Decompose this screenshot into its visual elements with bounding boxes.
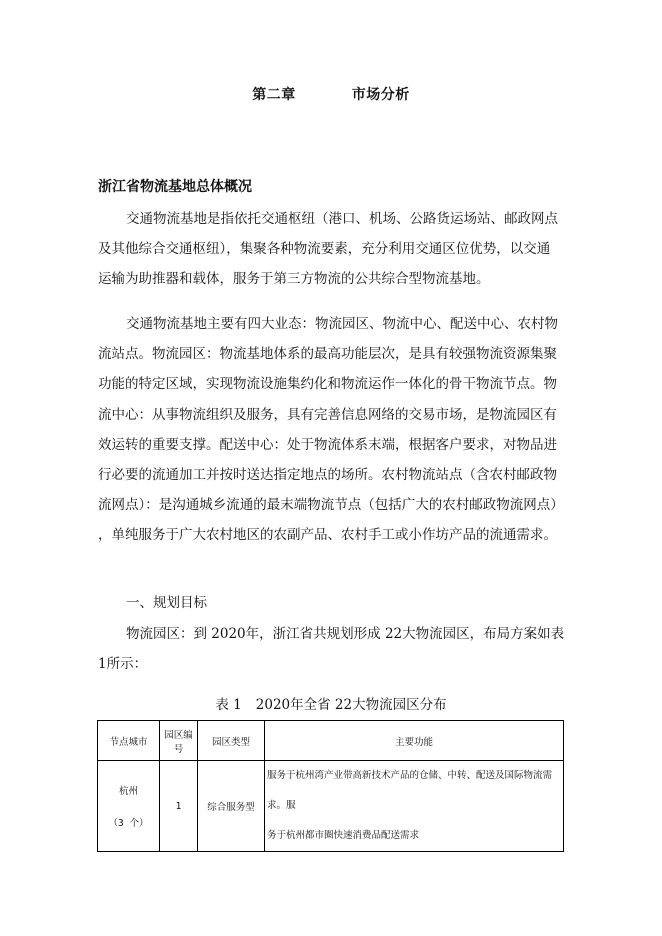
- city-park-count: （3 个）: [108, 818, 149, 829]
- paragraph-line: 行必要的流通加工并按时送达指定地点的场所。农村物流站点（含农村邮政物: [98, 467, 557, 484]
- table-header-cell: 园区类型: [198, 721, 265, 761]
- paragraph-line: 1所示：: [98, 656, 148, 673]
- table-caption-label: 表 1: [215, 697, 242, 713]
- table-cell-park-type: 综合服务型: [198, 761, 265, 852]
- table-cell-function: [265, 761, 564, 852]
- paragraph-line: 效运转的重要支撑。配送中心：处于物流体系末端，根据客户要求，对物品进: [98, 436, 557, 453]
- function-line: 务于杭州都市圈快速消费品配送需求: [267, 830, 420, 841]
- chapter-title: [0, 84, 662, 104]
- paragraph-line: 物流园区：到 2020年，浙江省共规划形成 22大物流园区，布局方案如表: [126, 626, 565, 642]
- table-caption-text: 2020年全省 22大物流园区分布: [255, 697, 447, 713]
- table-cell-park-id: 1: [160, 761, 198, 852]
- paragraph-line: ，单纯服务于广大农村地区的农副产品、农村手工或小作坊产品的流通需求。: [98, 527, 557, 544]
- table-header-cell: 园区编号: [160, 721, 198, 761]
- table-caption: [0, 693, 662, 713]
- chapter-number: 第二章: [252, 87, 296, 103]
- paragraph-business-types: [98, 309, 562, 551]
- paragraph-line: 功能的特定区域，实现物流设施集约化和物流运作一体化的骨干物流节点。物: [98, 376, 557, 393]
- paragraph-line: 运输为助推器和载体，服务于第三方物流的公共综合型物流基地。: [98, 271, 490, 288]
- paragraph-line: 流站点。物流园区：物流基地体系的最高功能层次，是具有较强物流资源集聚: [98, 346, 557, 363]
- paragraph-line: 流中心：从事物流组织及服务，具有完善信息网络的交易市场，是物流园区有: [98, 406, 557, 423]
- table-header-cell: 主要功能: [265, 721, 564, 761]
- table-header-row: [98, 721, 564, 761]
- section-title: 浙江省物流基地总体概况: [98, 179, 252, 195]
- heading-planning-goals: 一、规划目标: [126, 595, 207, 611]
- table-cell-city: [98, 761, 160, 852]
- paragraph-line: 流网点）：是沟通城乡流通的最末端物流节点（包括广大的农村邮政物流网点）: [98, 497, 564, 514]
- logistics-parks-table: [97, 720, 564, 852]
- table-row: [98, 761, 564, 852]
- paragraph-definition: [98, 204, 562, 295]
- chapter-name: 市场分析: [351, 87, 410, 103]
- paragraph-logistics-parks: [98, 619, 565, 679]
- city-name: 杭州: [118, 786, 138, 797]
- paragraph-line: 交通物流基地是指依托交通枢纽（港口、机场、公路货运场站、邮政网点: [126, 211, 558, 227]
- table-header-cell: 节点城市: [98, 721, 160, 761]
- function-line: 服务于杭州湾产业带高新技术产品的仓储、中转、配送及国际物流需求。服: [267, 770, 553, 811]
- paragraph-line: 及其他综合交通枢纽），集聚各种物流要素，充分利用交通区位优势，以交通: [98, 241, 551, 258]
- paragraph-line: 交通物流基地主要有四大业态：物流园区、物流中心、配送中心、农村物: [126, 316, 558, 332]
